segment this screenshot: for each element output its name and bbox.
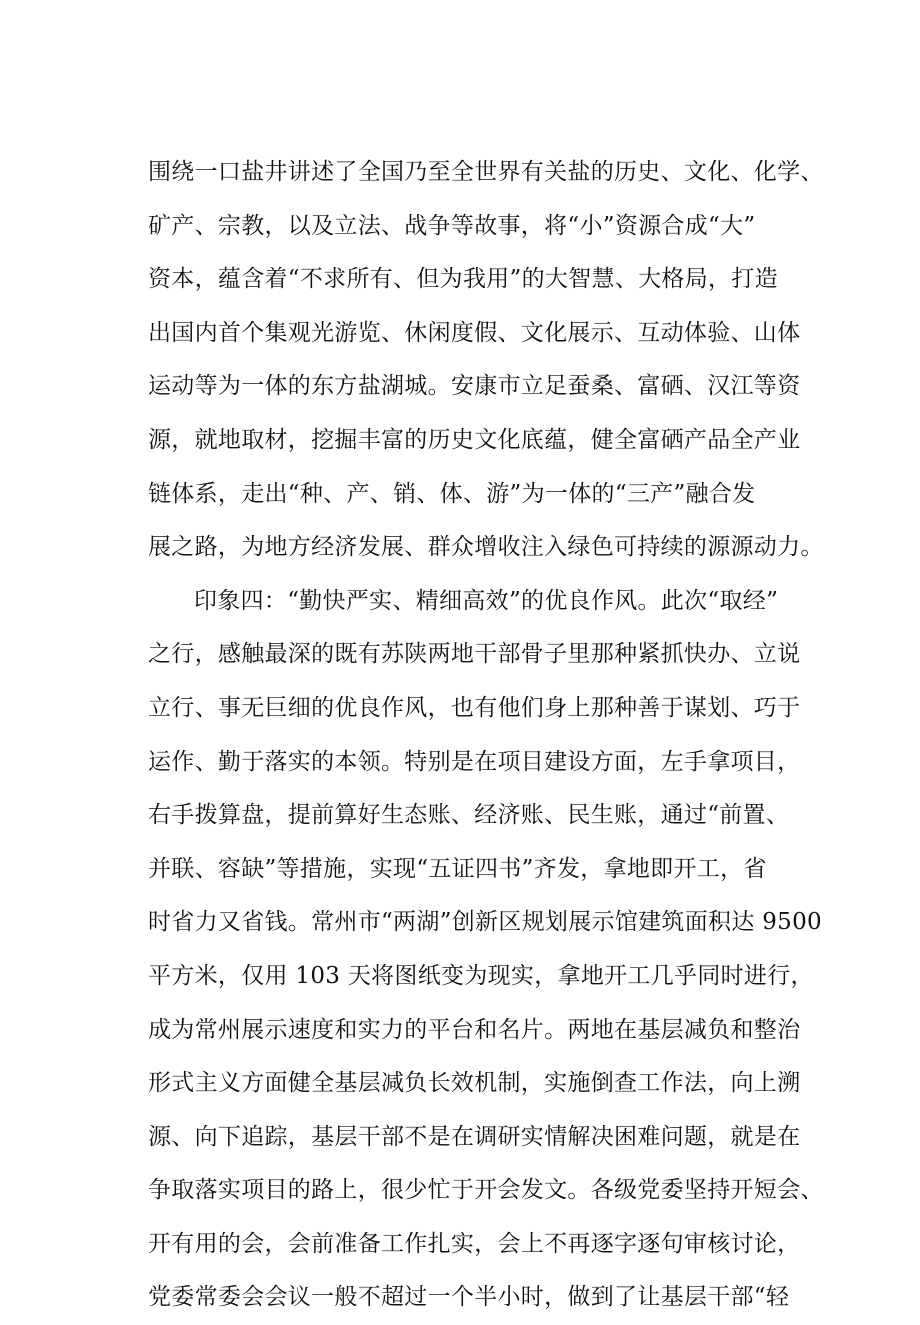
text-line: 矿产、宗教，以及立法、战争等故事，将“小”资源合成“大” [148,212,756,239]
text-line: 形式主义方面健全基层减负长效机制，实施倒查工作法，向上溯 [148,1070,801,1097]
text-line: 源，就地取材，挖掘丰富的历史文化底蕴，健全富硒产品全产业 [148,426,801,453]
text-line: 争取落实项目的路上，很少忙于开会发文。各级党委坚持开短会、 [148,1177,824,1204]
text-line: 资本，蕴含着“不求所有、但为我用”的大智慧、大格局，打造 [148,266,778,293]
text-line: 源、向下追踪，基层干部不是在调研实情解决困难问题，就是在 [148,1123,801,1150]
text-line: 立行、事无巨细的优良作风，也有他们身上那种善于谋划、巧于 [148,694,801,721]
text-line: 围绕一口盐井讲述了全国乃至全世界有关盐的历史、文化、化学、 [148,159,824,185]
text-line: 链体系，走出“种、产、销、体、游”为一体的“三产”融合发 [148,480,756,507]
body-text [148,146,828,1325]
paragraph-start-line: 印象四：“勤快严实、精细高效”的优良作风。此次“取经” [194,587,779,614]
text-line: 成为常州展示速度和实力的平台和名片。两地在基层减负和整治 [148,1016,801,1043]
text-line: 运动等为一体的东方盐湖城。安康市立足蚕桑、富硒、汉江等资 [148,373,801,400]
text-line: 出国内首个集观光游览、休闲度假、文化展示、互动体验、山体 [148,319,801,346]
text-line: 并联、容缺”等措施，实现“五证四书”齐发，拿地即开工，省 [148,855,767,882]
text-line: 运作、勤于落实的本领。特别是在项目建设方面，左手拿项目， [148,748,801,775]
text-line: 之行，感触最深的既有苏陕两地干部骨子里那种紧抓快办、立说 [148,641,801,668]
text-line: 平方米，仅用 103 天将图纸变为现实，拿地开工几乎同时进行， [148,962,814,989]
text-line: 党委常委会会议一般不超过一个半小时，做到了让基层干部“轻 [148,1284,790,1311]
text-line: 时省力又省钱。常州市“两湖”创新区规划展示馆建筑面积达 9500 [148,909,822,936]
text-line: 开有用的会，会前准备工作扎实，会上不再逐字逐句审核讨论， [148,1230,801,1257]
text-line: 展之路，为地方经济发展、群众增收注入绿色可持续的源源动力。 [148,534,824,561]
text-line: 右手拨算盘，提前算好生态账、经济账、民生账，通过“前置、 [148,802,790,829]
